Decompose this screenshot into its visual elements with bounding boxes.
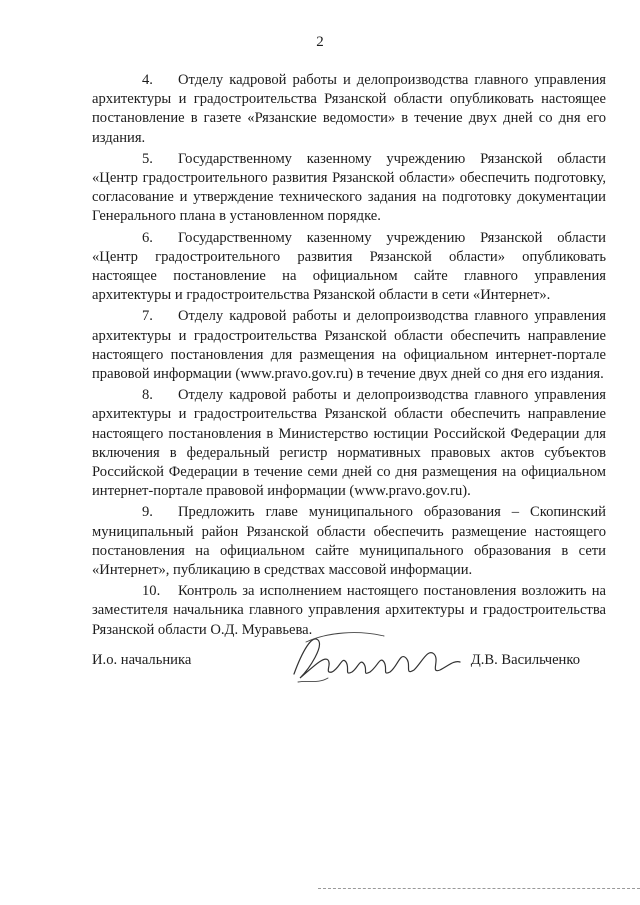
page-number: 2 (316, 34, 324, 50)
paragraph-text: Предложить главе муниципального образования – Скопинский муниципальный район Рязанской области обеспечить размещение настоящего постановления на официальном сайте муниципального образования в сети «Интернет», публикацию в средствах массовой информации. (92, 504, 606, 579)
paragraph-text: Государственному казенному учреждению Рязанской области «Центр градостроительного развития Рязанской области» опубликовать настоящее постановление на официальном сайте главного управления архитектуры и градостроительства Рязанской области в сети «Интернет». (92, 229, 606, 304)
signatory-name: Д.В. Васильченко (470, 652, 580, 668)
paragraph-number: 10. (142, 583, 161, 600)
paragraph-number: 4. (142, 72, 153, 88)
paragraph-4 (92, 71, 606, 148)
document-body (92, 71, 606, 642)
paragraph-number: 9. (142, 504, 153, 521)
paragraph-text: Государственному казенному учреждению Рязанской области «Центр градостроительного развития Рязанской области» обеспечить подготовку, согласование и утверждение технического задания на подготовку документации Генерального плана в установленном порядке. (92, 150, 606, 225)
paragraph-number: 5. (142, 150, 153, 167)
paragraph-number: 6. (142, 229, 153, 246)
paragraph-6 (92, 229, 606, 306)
paragraph-text: Отделу кадровой работы и делопроизводства главного управления архитектуры и градостроительства Рязанской области обеспечить направление настоящего постановления в Министерство юстиции Российской Федерации для включения в федеральный регистр нормативных правовых актов субъектов Российской Федерации в течение семи дней со дня размещения на официальном интернет-портале правовой информации (www.pravo.gov.ru). (92, 387, 606, 500)
paragraph-text: Отделу кадровой работы и делопроизводства главного управления архитектуры и градостроительства Рязанской области опубликовать настоящее постановление в газете «Рязанские ведомости» в течение двух дней со дня его издания. (92, 72, 606, 146)
paragraph-number: 8. (142, 387, 153, 404)
handwritten-signature (288, 622, 466, 692)
paragraph-7 (92, 307, 606, 384)
paragraph-8 (92, 386, 606, 501)
paragraph-number: 7. (142, 308, 153, 325)
signature-block (92, 646, 606, 686)
paragraph-5 (92, 150, 606, 227)
scan-edge-divider (318, 888, 640, 889)
paragraph-9 (92, 503, 606, 580)
paragraph-text: Отделу кадровой работы и делопроизводства главного управления архитектуры и градостроительства Рязанской области обеспечить направление настоящего постановления для размещения на официальном интернет-портале правовой информации (www.pravo.gov.ru) в течение двух дней со дня его издания. (92, 308, 606, 383)
signatory-position: И.о. начальника (92, 652, 192, 668)
paragraph-text: Контроль за исполнением настоящего постановления возложить на заместителя начальника главного управления архитектуры и градостроительства Рязанской области О.Д. Муравьева. (92, 583, 606, 638)
